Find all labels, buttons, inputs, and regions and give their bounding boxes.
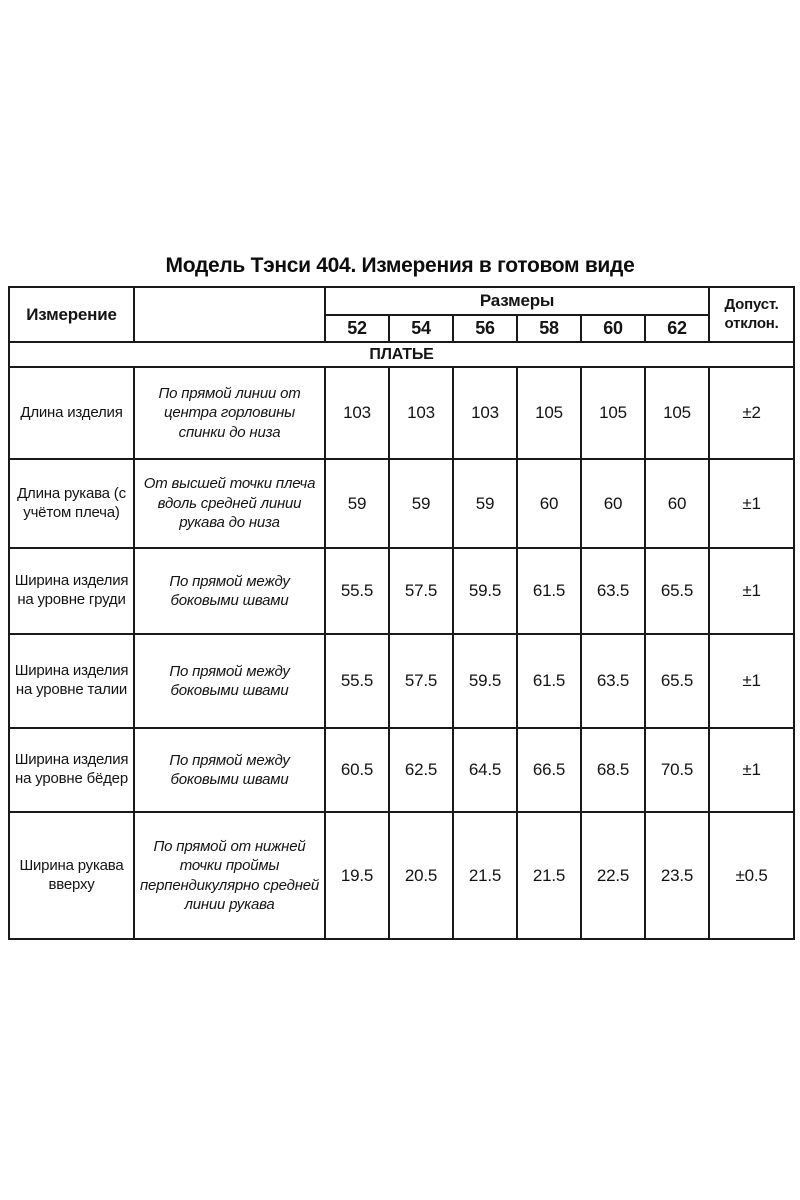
description-column-header-blank [134,287,325,342]
size-value-cell: 65.5 [645,634,709,728]
size-value-cell: 62.5 [389,728,453,812]
size-value-cell: 59 [325,459,389,548]
size-value-cell: 60 [517,459,581,548]
table-row [9,548,794,634]
size-header-58: 58 [517,315,581,342]
size-value-cell: 63.5 [581,548,645,634]
measurement-name: Ширина рукава вверху [9,812,134,939]
size-value-cell: 21.5 [453,812,517,939]
size-value-cell: 103 [389,367,453,459]
size-header-54: 54 [389,315,453,342]
section-row [9,342,794,367]
tolerance-cell: ±1 [709,548,794,634]
size-value-cell: 55.5 [325,548,389,634]
header-row-top [9,287,794,315]
tolerance-column-header: Допуст. отклон. [709,287,794,342]
measurement-name: Длина рукава (с учётом плеча) [9,459,134,548]
size-value-cell: 103 [453,367,517,459]
size-header-62: 62 [645,315,709,342]
size-value-cell: 70.5 [645,728,709,812]
measurement-name: Ширина изделия на уровне бёдер [9,728,134,812]
section-label: ПЛАТЬЕ [9,342,794,367]
table-row [9,812,794,939]
sizes-group-header: Размеры [325,287,709,315]
size-value-cell: 55.5 [325,634,389,728]
table-row [9,459,794,548]
size-value-cell: 19.5 [325,812,389,939]
table-row [9,728,794,812]
size-value-cell: 59 [389,459,453,548]
size-value-cell: 63.5 [581,634,645,728]
tolerance-cell: ±0.5 [709,812,794,939]
size-value-cell: 66.5 [517,728,581,812]
size-value-cell: 60.5 [325,728,389,812]
measurement-description: По прямой между боковыми швами [134,728,325,812]
measurement-description: По прямой между боковыми швами [134,548,325,634]
table-row [9,634,794,728]
tolerance-cell: ±1 [709,634,794,728]
tolerance-cell: ±1 [709,728,794,812]
size-value-cell: 105 [517,367,581,459]
size-header-52: 52 [325,315,389,342]
size-value-cell: 64.5 [453,728,517,812]
size-value-cell: 105 [645,367,709,459]
size-value-cell: 22.5 [581,812,645,939]
size-value-cell: 21.5 [517,812,581,939]
size-header-56: 56 [453,315,517,342]
size-header-60: 60 [581,315,645,342]
measurement-name: Длина изделия [9,367,134,459]
size-value-cell: 59.5 [453,634,517,728]
size-value-cell: 105 [581,367,645,459]
measurement-description: От высшей точки плеча вдоль средней линии рукава до низа [134,459,325,548]
measurement-name: Ширина изделия на уровне талии [9,634,134,728]
measurement-description: По прямой между боковыми швами [134,634,325,728]
size-value-cell: 65.5 [645,548,709,634]
tolerance-cell: ±2 [709,367,794,459]
size-value-cell: 23.5 [645,812,709,939]
table-row [9,367,794,459]
size-value-cell: 57.5 [389,634,453,728]
measurement-description: По прямой линии от центра горловины спинки до низа [134,367,325,459]
tolerance-cell: ±1 [709,459,794,548]
measurement-column-header: Измерение [9,287,134,342]
size-value-cell: 103 [325,367,389,459]
measurement-description: По прямой от нижней точки проймы перпендикулярно средней линии рукава [134,812,325,939]
size-value-cell: 59 [453,459,517,548]
size-value-cell: 57.5 [389,548,453,634]
measurement-name: Ширина изделия на уровне груди [9,548,134,634]
size-value-cell: 61.5 [517,634,581,728]
size-value-cell: 59.5 [453,548,517,634]
measurements-table [8,286,795,940]
page-title: Модель Тэнси 404. Измерения в готовом виде [165,254,635,277]
size-value-cell: 68.5 [581,728,645,812]
size-value-cell: 61.5 [517,548,581,634]
size-value-cell: 60 [645,459,709,548]
size-value-cell: 20.5 [389,812,453,939]
size-value-cell: 60 [581,459,645,548]
